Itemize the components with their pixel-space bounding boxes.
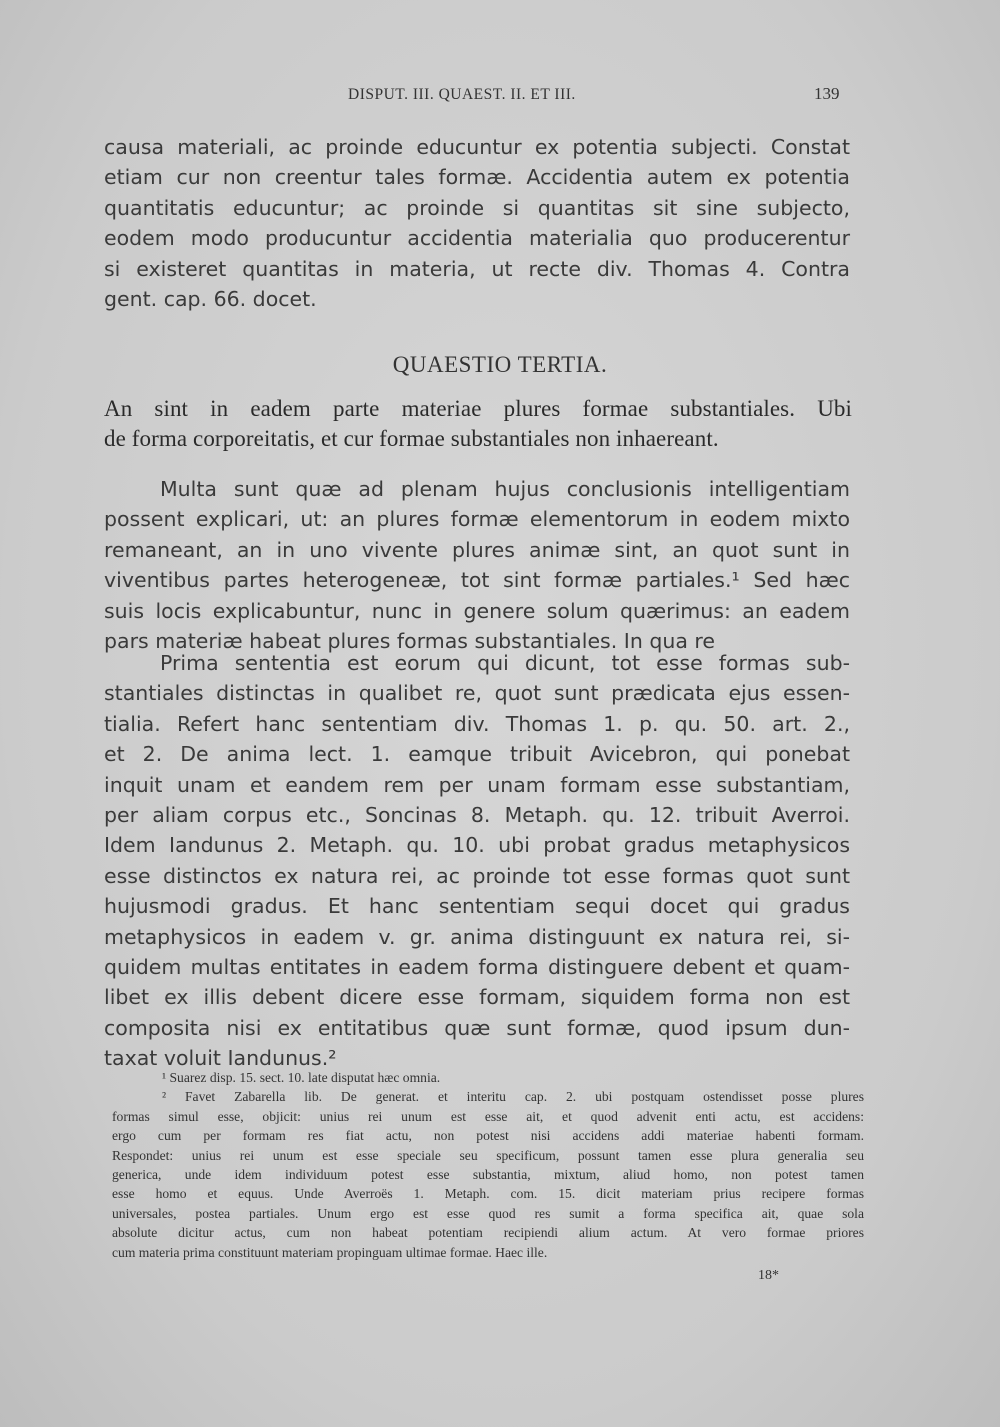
footnote-2-line: generica, unde idem individuum potest esse substantia, mixtum, aliud homo, non potest tamen [112, 1167, 864, 1183]
subtitle-line: de forma corporeitatis, et cur formae substantiales non inhaereant. [104, 426, 719, 451]
text-line: etiam cur non creentur tales formæ. Accidentia autem ex potentia [104, 165, 850, 190]
text-line: et 2. De anima lect. 1. eamque tribuit Avicebron, qui ponebat [104, 742, 850, 767]
paragraph-prima-sententia [104, 648, 850, 1074]
paragraph-multa [104, 474, 850, 656]
text-line: gent. cap. 66. docet. [104, 287, 317, 312]
text-line: taxat voluit Iandunus.² [104, 1046, 337, 1071]
text-line: si existeret quantitas in materia, ut recte div. Thomas 4. Contra [104, 256, 850, 281]
footnote-2-line: cum materia prima constituunt materiam propinguam ultimae formae. Haec ille. [112, 1244, 548, 1260]
text-line: metaphysicos in eadem v. gr. anima distinguunt ex natura rei, si- [104, 924, 850, 949]
text-line: pars materiæ habeat plures formas substantiales. In qua re [104, 629, 715, 654]
text-line: quantitatis educuntur; ac proinde si quantitas sit sine subjecto, [104, 195, 850, 220]
footnote-2-line: Respondet: unius rei unum est esse speciale seu specificum, possunt tamen esse plura generalia seu [112, 1147, 864, 1163]
text-line: per aliam corpus etc., Soncinas 8. Metaph. qu. 12. tribuit Averroi. [104, 803, 850, 828]
signature-mark: 18* [758, 1268, 779, 1283]
footnote-2-line: formas simul esse, objicit: unius rei unum est esse ait, et quod advenit enti actu, est accidens: [112, 1108, 864, 1124]
text-line: remaneant, an in uno vivente plures animæ sint, an quot sunt in [104, 537, 850, 562]
text-line: libet ex illis debent dicere esse formam, siquidem forma non est [104, 985, 850, 1010]
paragraph-continued [104, 132, 850, 314]
section-title: QUAESTIO TERTIA. [392, 352, 608, 377]
text-line: hujusmodi gradus. Et hanc sententiam sequi docet qui gradus [104, 894, 850, 919]
text-line: inquit unam et eandem rem per unam formam esse substantiam, [104, 772, 850, 797]
text-line: Prima sententia est eorum qui dicunt, tot esse formas sub- [160, 651, 850, 675]
footnote-2-line: ergo cum per formam res fiat actu, non potest nisi accidens addi materiae habenti formam. [112, 1128, 864, 1144]
page-number: 139 [814, 84, 840, 103]
text-line: causa materiali, ac proinde educuntur ex potentia subjecti. Constat [104, 135, 850, 159]
footnote-2-line: esse homo et equus. Unde Averroës 1. Metaph. com. 15. dicit materiam prius recipere formas [112, 1186, 864, 1202]
text-line: stantiales distinctas in qualibet re, quot sunt prædicata ejus essen- [104, 681, 850, 706]
text-line: Idem Iandunus 2. Metaph. qu. 10. ubi probat gradus metaphysicos [104, 833, 850, 858]
text-line: possent explicari, ut: an plures formæ elementorum in eodem mixto [104, 507, 850, 532]
running-head: DISPUT. III. QUAEST. II. ET III. [348, 86, 576, 103]
footnote-2-line: universales, postea partiales. Unum ergo est esse quod res sumit a forma specifica ait, quae sola [112, 1205, 864, 1221]
footnotes [112, 1068, 864, 1262]
section-subtitle [104, 394, 852, 454]
footnote-1: ¹ Suarez disp. 15. sect. 10. late disputat hæc omnia. [162, 1070, 441, 1085]
text-line: suis locis explicabuntur, nunc in genere solum quærimus: an eadem [104, 598, 850, 623]
text-line: viventibus partes heterogeneæ, tot sint formæ partiales.¹ Sed hæc [104, 568, 850, 593]
subtitle-line: An sint in eadem parte materiae plures formae substantiales. Ubi [104, 396, 852, 421]
text-line: eodem modo producuntur accidentia materialia quo producerentur [104, 226, 850, 251]
footnote-2-line: ² Favet Zabarella lib. De generat. et interitu cap. 2. ubi postquam ostendisset posse plures [162, 1089, 864, 1105]
text-line: composita nisi ex entitatibus quæ sunt formæ, quod ipsum dun- [104, 1015, 850, 1040]
text-line: tialia. Refert hanc sententiam div. Thomas 1. p. qu. 50. art. 2., [104, 711, 850, 736]
text-line: esse distinctos ex natura rei, ac proinde tot esse formas quot sunt [104, 863, 850, 888]
text-line: quidem multas entitates in eadem forma distinguere debent et quam- [104, 955, 850, 980]
text-line: Multa sunt quæ ad plenam hujus conclusionis intelligentiam [160, 477, 850, 501]
footnote-2-line: absolute dicitur actus, cum non habeat potentiam recipiendi alium actum. At vero formae priores [112, 1225, 864, 1241]
